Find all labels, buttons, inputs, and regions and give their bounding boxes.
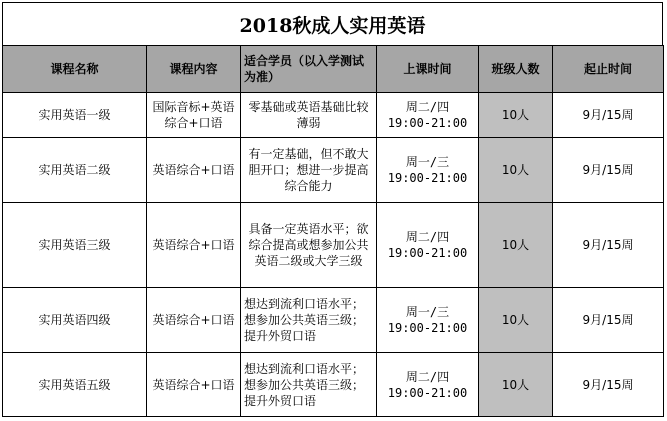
course-schedule bbox=[377, 138, 479, 203]
course-students: 具备一定英语水平；欲综合提高或想参加公共英语二级或大学三级 bbox=[241, 203, 377, 288]
course-class-size: 10人 bbox=[479, 203, 553, 288]
header-students: 适合学员（以入学测试为准） bbox=[241, 46, 377, 93]
course-table bbox=[2, 45, 664, 417]
course-schedule bbox=[377, 203, 479, 288]
table-row bbox=[3, 203, 664, 288]
course-students: 想达到流利口语水平；想参加公共英语三级；提升外贸口语 bbox=[241, 288, 377, 353]
course-class-size: 10人 bbox=[479, 93, 553, 138]
course-class-size: 10人 bbox=[479, 138, 553, 203]
header-course: 课程名称 bbox=[3, 46, 147, 93]
course-name: 实用英语二级 bbox=[3, 138, 147, 203]
course-hours: 19:00-21:00 bbox=[387, 116, 468, 130]
course-hours: 19:00-21:00 bbox=[387, 246, 468, 260]
table-row bbox=[3, 288, 664, 353]
course-content: 英语综合+口语 bbox=[147, 138, 241, 203]
course-period: 9月/15周 bbox=[553, 288, 664, 353]
table-row bbox=[3, 353, 664, 417]
course-days: 周二/四 bbox=[405, 100, 450, 114]
course-schedule bbox=[377, 353, 479, 417]
course-content: 英语综合+口语 bbox=[147, 353, 241, 417]
course-students: 有一定基础，但不敢大胆开口；想进一步提高综合能力 bbox=[241, 138, 377, 203]
course-students: 想达到流利口语水平；想参加公共英语三级；提升外贸口语 bbox=[241, 353, 377, 417]
course-period: 9月/15周 bbox=[553, 203, 664, 288]
course-days: 周一/三 bbox=[405, 305, 450, 319]
course-hours: 19:00-21:00 bbox=[387, 171, 468, 185]
course-period: 9月/15周 bbox=[553, 93, 664, 138]
course-period: 9月/15周 bbox=[553, 138, 664, 203]
course-students: 零基础或英语基础比较薄弱 bbox=[241, 93, 377, 138]
course-hours: 19:00-21:00 bbox=[387, 385, 468, 400]
course-name: 实用英语四级 bbox=[3, 288, 147, 353]
course-content: 国际音标+英语综合+口语 bbox=[147, 93, 241, 138]
table-row bbox=[3, 93, 664, 138]
course-days: 周二/四 bbox=[405, 369, 450, 384]
course-content: 英语综合+口语 bbox=[147, 203, 241, 288]
course-hours: 19:00-21:00 bbox=[387, 321, 468, 335]
table-header-row bbox=[3, 46, 664, 93]
course-schedule bbox=[377, 288, 479, 353]
course-days: 周一/三 bbox=[405, 155, 450, 169]
course-name: 实用英语一级 bbox=[3, 93, 147, 138]
page-title: 2018秋成人实用英语 bbox=[2, 2, 663, 46]
course-period: 9月/15周 bbox=[553, 353, 664, 417]
course-name: 实用英语三级 bbox=[3, 203, 147, 288]
header-class-size: 班级人数 bbox=[479, 46, 553, 93]
course-class-size: 10人 bbox=[479, 288, 553, 353]
table-row bbox=[3, 138, 664, 203]
header-time: 上课时间 bbox=[377, 46, 479, 93]
course-content: 英语综合+口语 bbox=[147, 288, 241, 353]
course-class-size: 10人 bbox=[479, 353, 553, 417]
header-period: 起止时间 bbox=[553, 46, 664, 93]
course-days: 周二/四 bbox=[405, 230, 450, 244]
course-name: 实用英语五级 bbox=[3, 353, 147, 417]
course-schedule bbox=[377, 93, 479, 138]
header-content: 课程内容 bbox=[147, 46, 241, 93]
